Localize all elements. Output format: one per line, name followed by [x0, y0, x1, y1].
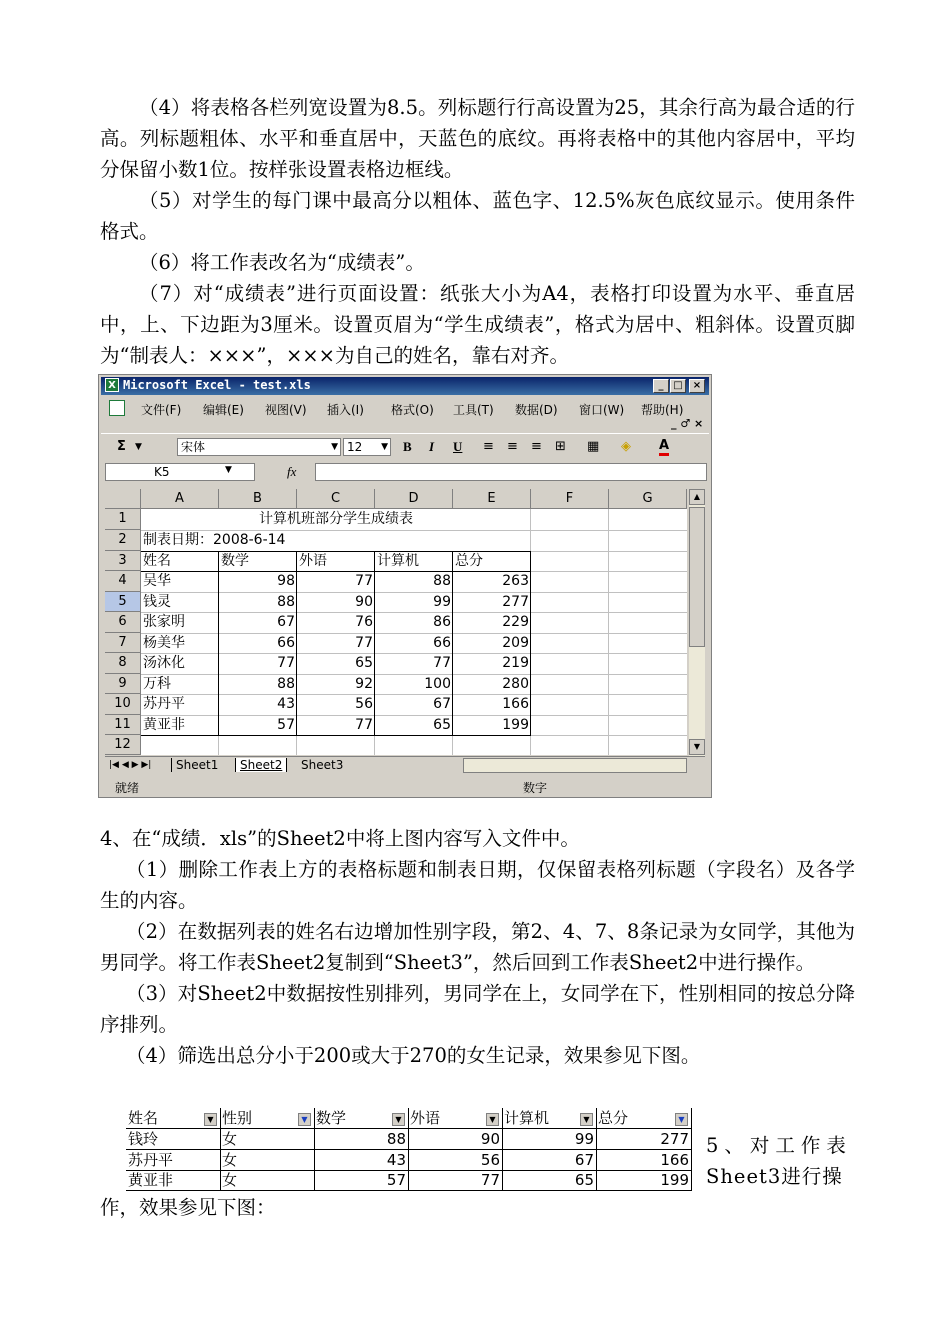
- menu-format[interactable]: 格式(O): [391, 403, 434, 417]
- para-4: （4）将表格各栏列宽设置为8.5。列标题行行高设置为25，其余行高为最合适的行高。列标题粗体、水平和垂直居中，天蓝色的底纹。再将表格中的其他内容居中，平均分保留小数1位。按样张设置表格边框线。: [100, 96, 855, 181]
- autosum-button[interactable]: Σ: [117, 439, 126, 454]
- para-section-5: [706, 1130, 855, 1192]
- menu-file[interactable]: 文件(F): [141, 403, 182, 417]
- row-header[interactable]: 8: [105, 653, 141, 674]
- filter-header: 数学: [316, 1109, 347, 1127]
- menu-help[interactable]: 帮助(H): [641, 403, 684, 417]
- para-6: （6）将工作表改名为“成绩表”。: [139, 251, 425, 274]
- filter-arrow-icon[interactable]: ▼: [580, 1113, 593, 1126]
- computer-cell[interactable]: 99: [433, 594, 451, 610]
- math-cell[interactable]: 88: [277, 676, 295, 692]
- workbook-icon: [109, 400, 125, 416]
- column-header[interactable]: B: [219, 489, 297, 509]
- column-header[interactable]: A: [141, 489, 219, 509]
- filter-cell: 88: [386, 1130, 406, 1148]
- row-header[interactable]: 1: [105, 509, 141, 530]
- para-5-line3: 作，效果参见下图：: [100, 1196, 276, 1219]
- borders-icon[interactable]: ▦: [587, 439, 600, 454]
- formula-bar: [101, 461, 709, 483]
- column-header[interactable]: G: [609, 489, 687, 509]
- filter-header: 性别: [222, 1109, 253, 1127]
- horizontal-scrollbar[interactable]: [463, 758, 687, 773]
- underline-button[interactable]: U: [453, 439, 463, 454]
- select-all-corner[interactable]: [105, 489, 141, 509]
- computer-cell[interactable]: 67: [433, 696, 451, 712]
- filter-cell: 67: [574, 1151, 594, 1169]
- filter-cell: 女: [222, 1171, 238, 1189]
- math-cell[interactable]: 66: [277, 635, 295, 651]
- worksheet-grid[interactable]: [105, 489, 687, 755]
- function-icon[interactable]: fx: [287, 464, 297, 479]
- instructions-part1: [100, 92, 855, 371]
- para-5-line2: Sheet3进行操: [706, 1165, 843, 1188]
- filter-cell: 钱玲: [128, 1130, 159, 1148]
- excel-app-icon: X: [105, 378, 119, 392]
- date-cell[interactable]: 制表日期：2008-6-14: [143, 532, 286, 548]
- filter-cell: 166: [660, 1151, 689, 1169]
- filter-active-arrow-icon[interactable]: ▼: [675, 1113, 688, 1126]
- scroll-thumb[interactable]: [689, 507, 705, 647]
- filter-cell: 199: [660, 1171, 689, 1189]
- menu-tools[interactable]: 工具(T): [453, 403, 494, 417]
- filter-cell: 苏丹平: [128, 1151, 174, 1169]
- computer-cell[interactable]: 77: [433, 655, 451, 671]
- status-num: 数字: [523, 781, 548, 795]
- language-cell[interactable]: 77: [355, 573, 373, 589]
- menu-edit[interactable]: 编辑(E): [203, 403, 244, 417]
- status-bar: [101, 776, 709, 796]
- maximize-button[interactable]: □: [670, 379, 686, 393]
- row-header[interactable]: 4: [105, 571, 141, 592]
- para-4-4: （4）筛选出总分小于200或大于270的女生记录，效果参见下图。: [126, 1044, 701, 1067]
- font-size-value: 12: [347, 440, 363, 454]
- tab-nav-icons[interactable]: |◀ ◀ ▶ ▶|: [109, 760, 152, 770]
- total-cell[interactable]: 219: [502, 655, 529, 671]
- column-header[interactable]: E: [453, 489, 531, 509]
- fill-color-icon[interactable]: ◈: [621, 439, 631, 454]
- menu-bar: [101, 397, 709, 431]
- column-header[interactable]: C: [297, 489, 375, 509]
- math-cell[interactable]: 43: [277, 696, 295, 712]
- header-cell[interactable]: 计算机: [377, 553, 419, 569]
- filter-header: 总分: [598, 1109, 629, 1127]
- excel-window: [98, 374, 712, 798]
- math-cell[interactable]: 88: [277, 594, 295, 610]
- name-cell[interactable]: 万科: [143, 676, 171, 692]
- filter-cell: 56: [480, 1151, 500, 1169]
- filter-cell: 女: [222, 1130, 238, 1148]
- formula-input[interactable]: [315, 463, 707, 481]
- instructions-part2: [100, 823, 855, 1071]
- para-4-2: （2）在数据列表的姓名右边增加性别字段，第2、4、7、8条记录为女同学，其他为男同学。将工作表Sheet2复制到“Sheet3”，然后回到工作表Sheet2中进行操作。: [100, 920, 855, 974]
- bold-button[interactable]: B: [403, 439, 412, 454]
- row-header[interactable]: 2: [105, 530, 141, 551]
- total-cell[interactable]: 263: [502, 573, 529, 589]
- tab-sheet2[interactable]: Sheet2: [235, 758, 287, 772]
- language-cell[interactable]: 90: [355, 594, 373, 610]
- menu-window[interactable]: 窗口(W): [579, 403, 625, 417]
- math-cell[interactable]: 67: [277, 614, 295, 630]
- name-cell[interactable]: 杨美华: [143, 635, 185, 651]
- chevron-down-icon: ▼: [331, 442, 338, 452]
- name-box[interactable]: [105, 463, 255, 481]
- header-cell[interactable]: 数学: [221, 553, 249, 569]
- filter-arrow-icon[interactable]: ▼: [204, 1113, 217, 1126]
- window-title: Microsoft Excel - test.xls: [123, 378, 311, 392]
- autosum-dropdown-icon[interactable]: ▼: [135, 442, 142, 452]
- title-bar: [101, 377, 709, 395]
- para-section-4: 4、在“成绩．xls”的Sheet2中将上图内容写入文件中。: [100, 827, 580, 850]
- filter-cell: 65: [574, 1171, 594, 1189]
- column-header[interactable]: F: [531, 489, 609, 509]
- name-cell[interactable]: 张家明: [143, 614, 185, 630]
- total-cell[interactable]: 209: [502, 635, 529, 651]
- computer-cell[interactable]: 88: [433, 573, 451, 589]
- language-cell[interactable]: 92: [355, 676, 373, 692]
- font-size-select[interactable]: [343, 438, 391, 456]
- sheet-title-cell[interactable]: 计算机班部分学生成绩表: [259, 511, 413, 527]
- name-cell[interactable]: 汤沐化: [143, 655, 185, 671]
- filter-cell: 77: [480, 1171, 500, 1189]
- row-header[interactable]: 7: [105, 633, 141, 653]
- filter-cell: 99: [574, 1130, 594, 1148]
- name-cell[interactable]: 黄亚非: [143, 717, 185, 733]
- align-center-icon[interactable]: ≡: [507, 439, 518, 454]
- para-5-line1: 5、对工作表: [706, 1134, 852, 1157]
- row-header-selected[interactable]: 5: [105, 592, 141, 612]
- column-header[interactable]: D: [375, 489, 453, 509]
- header-cell[interactable]: 姓名: [143, 553, 171, 569]
- language-cell[interactable]: 77: [355, 635, 373, 651]
- scroll-up-icon[interactable]: ▲: [689, 489, 705, 505]
- font-name-select[interactable]: [177, 438, 341, 456]
- math-cell[interactable]: 77: [277, 655, 295, 671]
- language-cell[interactable]: 76: [355, 614, 373, 630]
- vertical-scrollbar[interactable]: [689, 489, 705, 757]
- math-cell[interactable]: 98: [277, 573, 295, 589]
- computer-cell[interactable]: 65: [433, 717, 451, 733]
- total-cell[interactable]: 280: [502, 676, 529, 692]
- font-color-button[interactable]: A: [659, 439, 669, 456]
- row-header[interactable]: 9: [105, 674, 141, 694]
- total-cell[interactable]: 199: [502, 717, 529, 733]
- tab-sheet3[interactable]: Sheet3: [301, 758, 344, 772]
- scroll-down-icon[interactable]: ▼: [689, 739, 705, 755]
- para-7: （7）对“成绩表”进行页面设置：纸张大小为A4，表格打印设置为水平、垂直居中，上、下边距为3厘米。设置页眉为“学生成绩表”，格式为居中、粗斜体。设置页脚为“制表人：×××”，×××为自己的姓名，靠右对齐。: [100, 282, 855, 367]
- total-cell[interactable]: 277: [502, 594, 529, 610]
- para-5: （5）对学生的每门课中最高分以粗体、蓝色字、12.5%灰色底纹显示。使用条件格式。: [100, 189, 855, 243]
- filter-header: 外语: [410, 1109, 441, 1127]
- align-right-icon[interactable]: ≡: [531, 439, 542, 454]
- row-header[interactable]: 3: [105, 551, 141, 571]
- filter-cell: 黄亚非: [128, 1171, 174, 1189]
- filter-header: 计算机: [504, 1109, 550, 1127]
- align-left-icon[interactable]: ≡: [483, 439, 494, 454]
- name-box-dropdown-icon[interactable]: ▼: [225, 465, 232, 475]
- menu-view[interactable]: 视图(V): [265, 403, 307, 417]
- filter-cell: 女: [222, 1151, 238, 1169]
- computer-cell[interactable]: 86: [433, 614, 451, 630]
- header-cell[interactable]: 总分: [455, 553, 483, 569]
- filter-cell: 57: [386, 1171, 406, 1189]
- para-4-3: （3）对Sheet2中数据按性别排列，男同学在上，女同学在下，性别相同的按总分降序排列。: [100, 982, 855, 1036]
- status-ready: 就绪: [115, 781, 140, 795]
- total-cell[interactable]: 229: [502, 614, 529, 630]
- name-cell[interactable]: 吴华: [143, 573, 171, 589]
- filter-active-arrow-icon[interactable]: ▼: [298, 1113, 311, 1126]
- row-header[interactable]: 12: [105, 735, 141, 755]
- filter-arrow-icon[interactable]: ▼: [392, 1113, 405, 1126]
- row-header[interactable]: 10: [105, 694, 141, 715]
- para-5-continued: [100, 1192, 855, 1223]
- filter-cell: 277: [660, 1130, 689, 1148]
- filter-cell: 90: [480, 1130, 500, 1148]
- total-cell[interactable]: 166: [502, 696, 529, 712]
- filtered-table: [126, 1108, 692, 1192]
- minimize-button[interactable]: _: [653, 379, 669, 393]
- document-controls[interactable]: _ ♂ ×: [671, 417, 704, 430]
- filter-arrow-icon[interactable]: ▼: [486, 1113, 499, 1126]
- tab-sheet1[interactable]: Sheet1: [171, 758, 222, 772]
- computer-cell[interactable]: 66: [433, 635, 451, 651]
- header-cell[interactable]: 外语: [299, 553, 327, 569]
- sheet-tab-bar: [105, 756, 705, 775]
- merge-center-icon[interactable]: ⊞: [555, 439, 566, 454]
- filter-header: 姓名: [128, 1109, 159, 1127]
- menu-data[interactable]: 数据(D): [515, 403, 558, 417]
- chevron-down-icon: ▼: [381, 442, 388, 452]
- name-box-value: K5: [154, 465, 170, 479]
- name-cell[interactable]: 苏丹平: [143, 696, 185, 712]
- para-4-1: （1）删除工作表上方的表格标题和制表日期，仅保留表格列标题（字段名）及各学生的内容。: [100, 858, 855, 912]
- row-header[interactable]: 6: [105, 612, 141, 633]
- formatting-toolbar: [101, 433, 709, 460]
- language-cell[interactable]: 65: [355, 655, 373, 671]
- language-cell[interactable]: 77: [355, 717, 373, 733]
- close-button[interactable]: ×: [689, 379, 705, 393]
- menu-insert[interactable]: 插入(I): [327, 403, 364, 417]
- row-header[interactable]: 11: [105, 715, 141, 735]
- computer-cell[interactable]: 100: [424, 676, 451, 692]
- font-name-value: 宋体: [181, 440, 206, 454]
- name-cell[interactable]: 钱灵: [143, 594, 171, 610]
- language-cell[interactable]: 56: [355, 696, 373, 712]
- filter-cell: 43: [386, 1151, 406, 1169]
- math-cell[interactable]: 57: [277, 717, 295, 733]
- italic-button[interactable]: I: [429, 439, 435, 454]
